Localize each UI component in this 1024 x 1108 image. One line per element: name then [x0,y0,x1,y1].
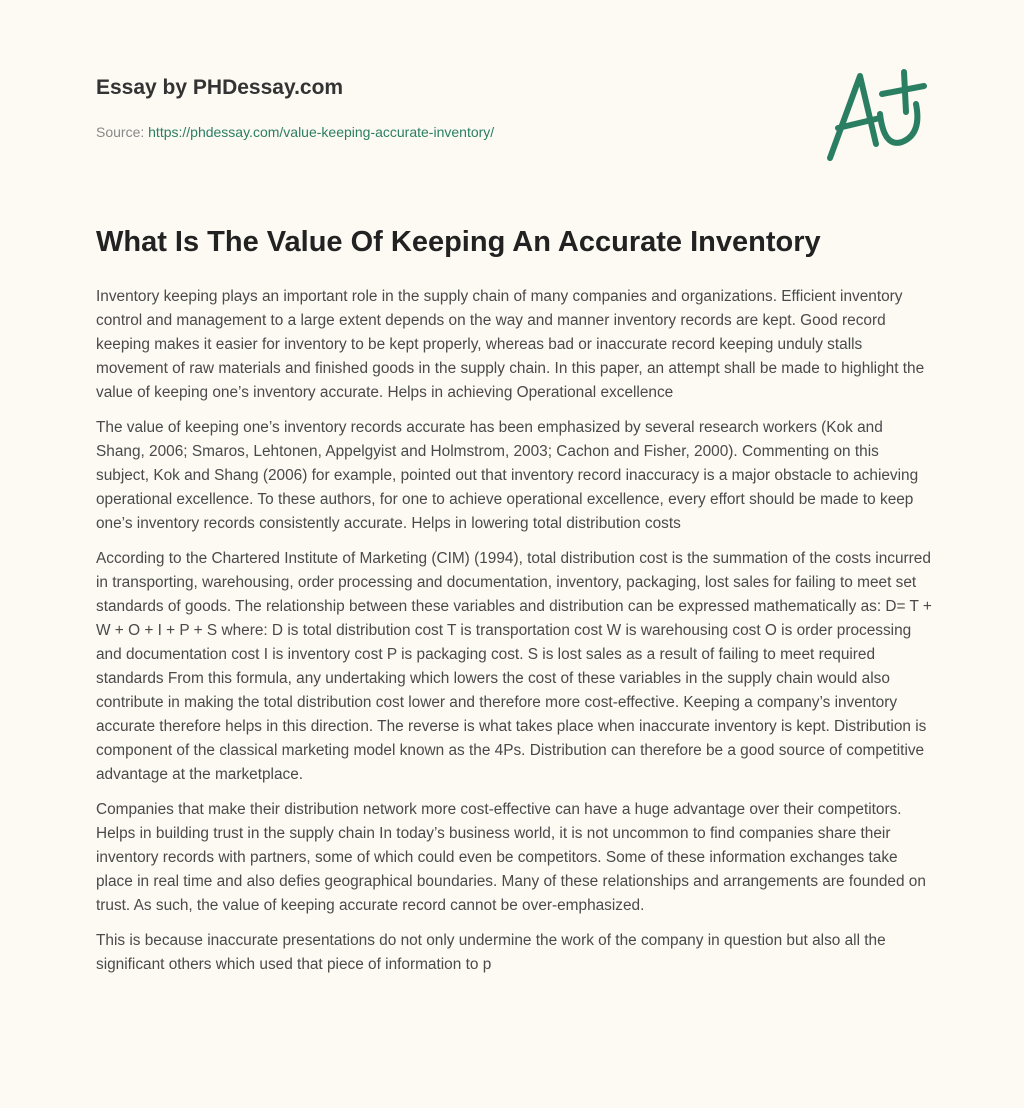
source-label: Source: [96,124,145,140]
essay-paragraph: Companies that make their distribution network more cost-effective can have a huge advantage over their competitors. Helps in building trust in the supply chain In today’s business world, it is not uncommon to find companies share their inventory records with partners, some of which could even be competitors. Some of these information exchanges take place in real time and also defies geographical boundaries. Many of these relationships and arrangements are founded on trust. As such, the value of keeping accurate record cannot be over-emphasized. [96,801,926,914]
site-title: Essay by PHDessay.com [96,76,344,99]
essay-paragraph: This is because inaccurate presentations do not only undermine the work of the company in question but also all the significant others which used that piece of information to p [96,932,886,973]
essay-paragraph: Inventory keeping plays an important role in the supply chain of many companies and organizations. Efficient inventory control and management to a large extent depends on the way and manner inventory records are kept. Good record keeping makes it easier for inventory to be kept properly, whereas bad or inaccurate record keeping unduly stalls movement of raw materials and finished goods in the supply chain. In this paper, an attempt shall be made to highlight the value of keeping one’s inventory accurate. Helps in achieving Operational excellence [96,288,925,401]
source-line [96,124,494,140]
a-plus-logo-icon [818,66,930,166]
essay-title: What Is The Value Of Keeping An Accurate Inventory [96,226,821,258]
essay-paragraph: According to the Chartered Institute of Marketing (CIM) (1994), total distribution cost is the summation of the costs incurred in transporting, warehousing, order processing and documentation, inventory, packaging, lost sales for failing to meet set standards of goods. The relationship between these variables and distribution can be expressed mathematically as: D= T + W + O + I + P + S where: D is total distribution cost T is transportation cost W is warehousing cost O is order processing and documentation cost I is inventory cost P is packaging cost. S is lost sales as a result of failing to meet required standards From this formula, any undertaking which lowers the cost of these variables in the supply chain would also contribute in making the total distribution cost lower and therefore more cost-effective. Keeping a company’s inventory accurate therefore helps in this direction. The reverse is what takes place when inaccurate inventory is kept. Distribution is component of the classical marketing model known as the 4Ps. Distribution can therefore be a good source of competitive advantage at the marketplace. [96,550,932,783]
essay-body [96,285,934,988]
essay-paragraph: The value of keeping one’s inventory records accurate has been emphasized by several research workers (Kok and Shang, 2006; Smaros, Lehtonen, Appelgyist and Holmstrom, 2003; Cachon and Fisher, 2000). Commenting on this subject, Kok and Shang (2006) for example, pointed out that inventory record inaccuracy is a major obstacle to achieving operational excellence. To these authors, for one to achieve operational excellence, every effort should be made to keep one’s inventory records consistently accurate. Helps in lowering total distribution costs [96,419,919,532]
source-link[interactable]: https://phdessay.com/value-keeping-accurate-inventory/ [148,124,495,140]
